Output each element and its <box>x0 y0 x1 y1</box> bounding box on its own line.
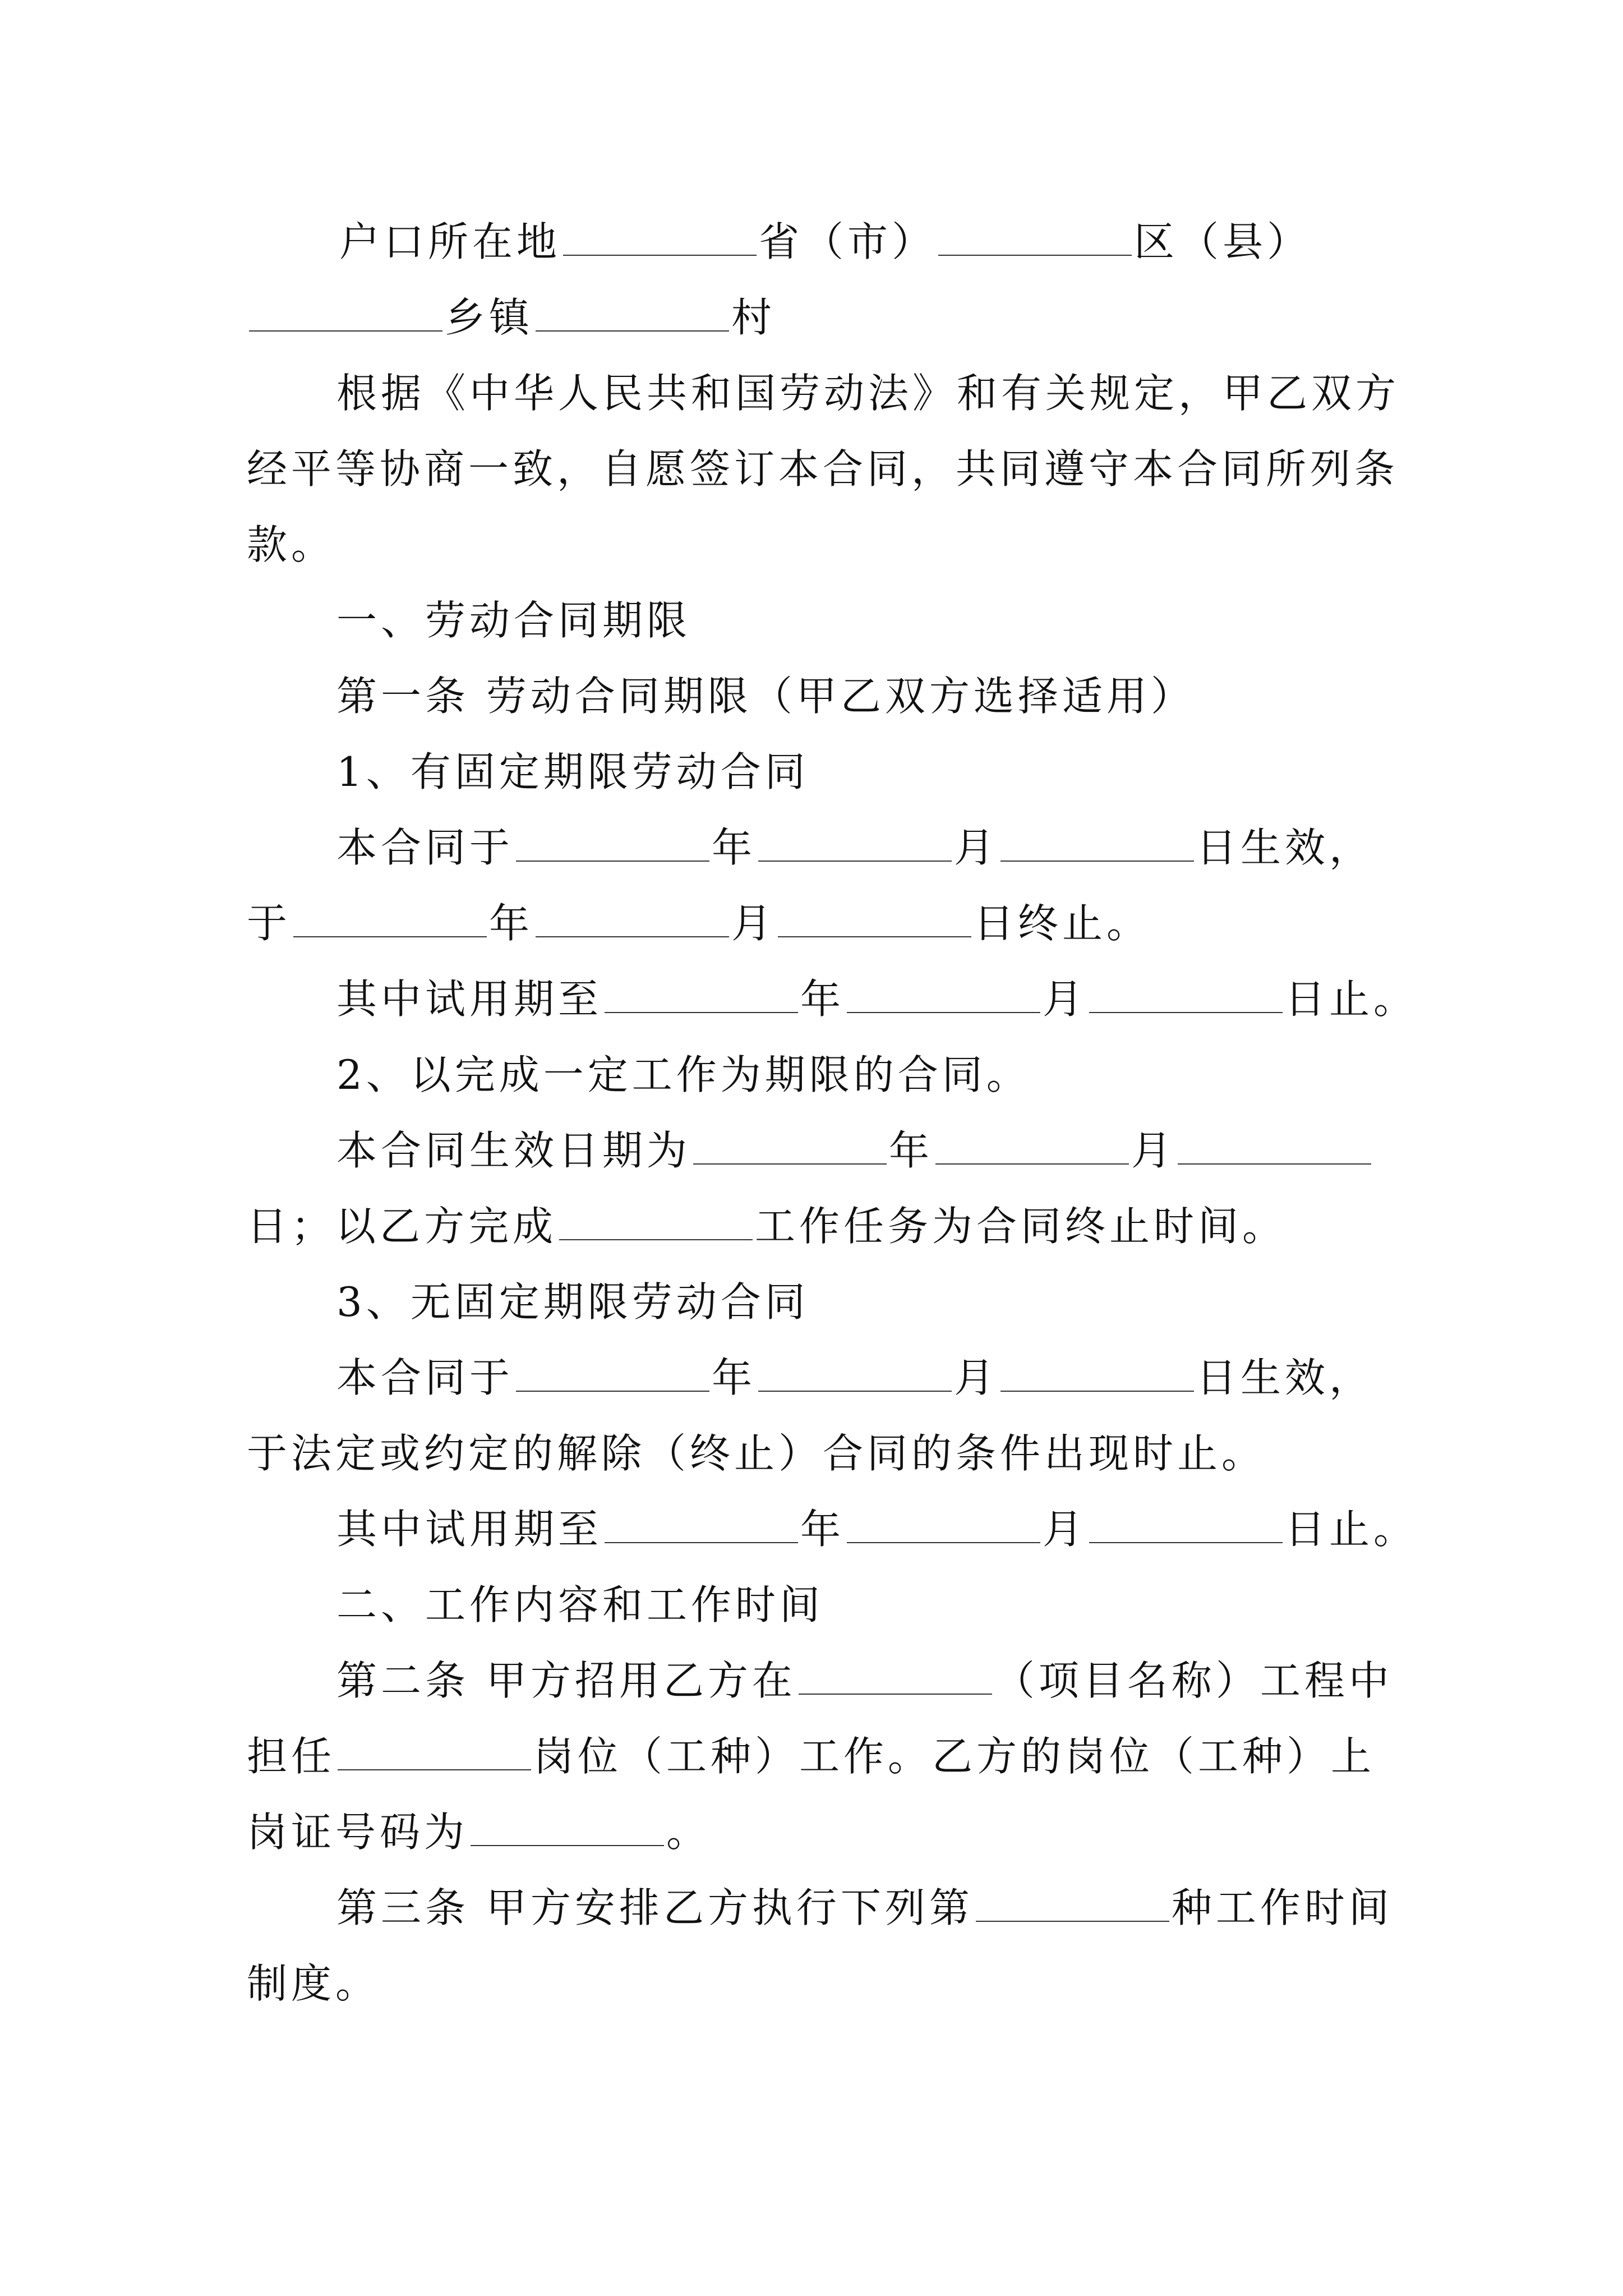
item3-year-blank[interactable] <box>516 1389 709 1392</box>
article2-line-2 <box>247 1733 1376 1781</box>
item1-end-month-blank[interactable] <box>536 935 729 937</box>
item1-probation-year-blank[interactable] <box>605 1011 798 1013</box>
work-time-type-blank[interactable] <box>976 1920 1169 1922</box>
item3-title: 3、无固定期限劳动合同 <box>336 1278 809 1326</box>
item2-task-blank[interactable] <box>559 1238 753 1240</box>
item2-day-prefix: 日；以乙方完成 <box>247 1203 557 1250</box>
article2-line-3 <box>247 1809 711 1857</box>
item1-probation-month-label: 月 <box>1043 976 1087 1023</box>
article2-cert-prefix: 岗证号码为 <box>247 1809 469 1856</box>
section2-heading: 二、工作内容和工作时间 <box>336 1581 824 1628</box>
item1-title: 1、有固定期限劳动合同 <box>336 748 809 795</box>
item3-effective-prefix: 本合同于 <box>336 1354 514 1401</box>
town-blank[interactable] <box>249 329 442 332</box>
item2-month-blank[interactable] <box>935 1162 1129 1165</box>
item1-probation-year-label: 年 <box>800 976 845 1023</box>
article3-suffix: 种工作时间 <box>1171 1884 1393 1931</box>
article1-title: 第一条 劳动合同期限（甲乙双方选择适用） <box>336 673 1195 720</box>
item3-effective-line <box>336 1354 1374 1402</box>
item1-probation-suffix: 日止。 <box>1285 976 1418 1023</box>
article2-cert-suffix: 。 <box>666 1809 711 1856</box>
item2-task-line <box>247 1203 1287 1251</box>
intro-line-3: 款。 <box>247 521 336 568</box>
item1-effective-suffix: 日生效， <box>1196 824 1374 871</box>
province-label: 省（市） <box>759 218 937 265</box>
district-blank[interactable] <box>938 254 1132 256</box>
district-label: 区（县） <box>1134 218 1312 265</box>
article2-project-suffix: （项目名称）工程中 <box>994 1657 1393 1704</box>
article2-role-prefix: 担任 <box>247 1733 336 1780</box>
item1-end-suffix: 日终止。 <box>974 900 1151 947</box>
article3-line-1 <box>336 1884 1393 1932</box>
item2-effective-prefix: 本合同生效日期为 <box>336 1127 691 1174</box>
item2-day-blank[interactable] <box>1178 1162 1371 1165</box>
item1-end-year-label: 年 <box>489 900 534 947</box>
item3-probation-year-label: 年 <box>800 1506 845 1553</box>
item2-effective-line <box>336 1127 1373 1175</box>
item2-year-blank[interactable] <box>693 1162 887 1165</box>
hukou-label: 户口所在地 <box>339 218 561 265</box>
item1-end-line <box>247 900 1151 948</box>
item3-probation-year-blank[interactable] <box>605 1541 798 1543</box>
item1-probation-prefix: 其中试用期至 <box>336 976 603 1023</box>
hukou-line-1 <box>339 218 1312 266</box>
item1-effective-line <box>336 824 1374 872</box>
item3-month-label: 月 <box>954 1354 999 1401</box>
item2-task-suffix: 工作任务为合同终止时间。 <box>755 1203 1287 1250</box>
item1-effective-prefix: 本合同于 <box>336 824 514 871</box>
cert-number-blank[interactable] <box>471 1844 664 1846</box>
item2-year-label: 年 <box>889 1127 934 1174</box>
item1-start-month-blank[interactable] <box>758 859 952 862</box>
article2-line-1 <box>336 1657 1393 1705</box>
province-blank[interactable] <box>563 254 757 256</box>
item1-year-label: 年 <box>712 824 757 871</box>
article3-line-2: 制度。 <box>247 1960 380 2007</box>
item1-probation-month-blank[interactable] <box>847 1011 1040 1013</box>
item2-title: 2、以完成一定工作为期限的合同。 <box>336 1051 1031 1098</box>
item1-end-prefix: 于 <box>247 900 292 947</box>
item3-probation-day-blank[interactable] <box>1089 1541 1283 1543</box>
article2-role-suffix: 岗位（工种）工作。乙方的岗位（工种）上 <box>533 1733 1376 1780</box>
item1-end-day-blank[interactable] <box>778 935 971 937</box>
town-label: 乡镇 <box>445 294 534 341</box>
item1-start-year-blank[interactable] <box>516 859 709 862</box>
role-blank[interactable] <box>338 1768 531 1770</box>
item3-probation-suffix: 日止。 <box>1285 1506 1418 1553</box>
item1-end-month-label: 月 <box>731 900 776 947</box>
section1-heading: 一、劳动合同期限 <box>336 597 691 644</box>
intro-line-2: 经平等协商一致，自愿签订本合同，共同遵守本合同所列条 <box>247 445 1399 493</box>
item3-month-blank[interactable] <box>758 1389 952 1392</box>
item3-probation-prefix: 其中试用期至 <box>336 1506 603 1553</box>
article3-prefix: 第三条 甲方安排乙方执行下列第 <box>336 1884 974 1931</box>
item3-probation-month-blank[interactable] <box>847 1541 1040 1543</box>
item1-start-day-blank[interactable] <box>1000 859 1194 862</box>
item3-end-line: 于法定或约定的解除（终止）合同的条件出现时止。 <box>247 1430 1266 1477</box>
item1-probation-line <box>336 976 1418 1024</box>
item3-probation-month-label: 月 <box>1043 1506 1087 1553</box>
intro-line-1: 根据《中华人民共和国劳动法》和有关规定，甲乙双方 <box>336 370 1400 417</box>
village-blank[interactable] <box>536 329 729 332</box>
project-name-blank[interactable] <box>799 1692 992 1695</box>
village-label: 村 <box>731 294 776 341</box>
article2-prefix: 第二条 甲方招用乙方在 <box>336 1657 796 1704</box>
item1-month-label: 月 <box>954 824 999 871</box>
item3-probation-line <box>336 1506 1418 1554</box>
item1-probation-day-blank[interactable] <box>1089 1011 1283 1013</box>
hukou-line-2 <box>247 294 776 342</box>
item1-end-year-blank[interactable] <box>293 935 487 937</box>
item3-year-label: 年 <box>712 1354 757 1401</box>
item2-month-label: 月 <box>1131 1127 1176 1174</box>
item3-day-blank[interactable] <box>1000 1389 1194 1392</box>
item3-effective-suffix: 日生效， <box>1196 1354 1374 1401</box>
